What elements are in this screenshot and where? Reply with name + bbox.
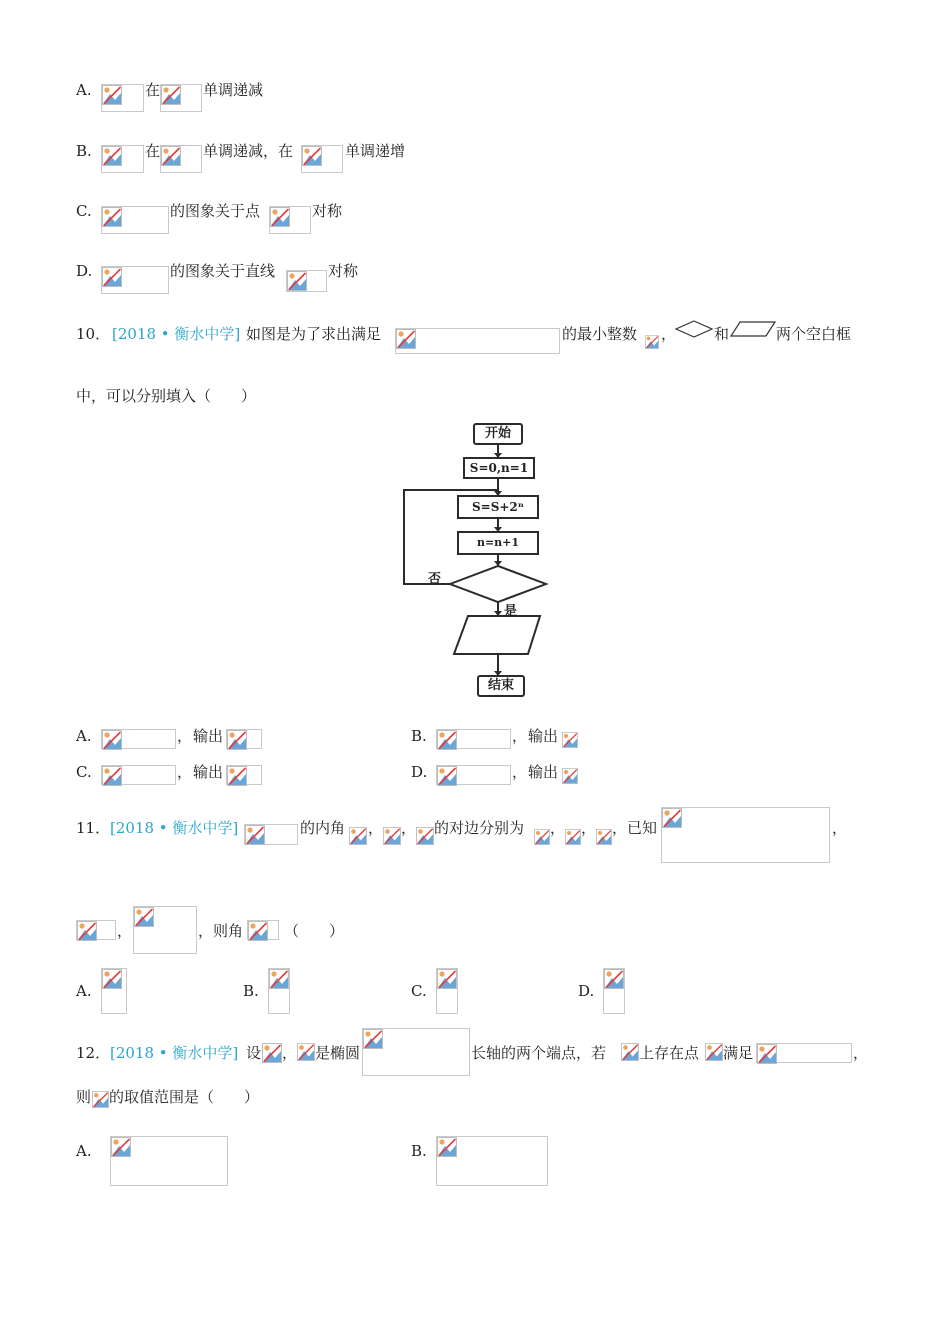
question-text: ， <box>581 819 597 837</box>
broken-image-icon <box>604 969 624 989</box>
option-text: ， <box>177 727 193 745</box>
question-number: 10． <box>76 325 111 343</box>
broken-image-icon <box>287 271 307 291</box>
broken-image-icon <box>302 146 322 166</box>
formula-image <box>383 827 401 845</box>
formula-image <box>436 1136 548 1186</box>
question-text: 长轴的两个端点，若 <box>471 1044 607 1062</box>
question-number: 11． <box>76 819 111 837</box>
question-text: 两个空白框 <box>776 325 852 343</box>
formula-image <box>621 1043 639 1063</box>
question-text: 中，可以分别填入（ ） <box>76 387 257 405</box>
formula-image <box>269 206 311 234</box>
option-c-label: C. <box>411 982 427 1000</box>
broken-image-icon <box>111 1137 131 1157</box>
formula-image <box>247 920 279 940</box>
option-text: 输出 <box>193 727 224 745</box>
formula-image <box>244 824 298 845</box>
option-text: 对称 <box>312 202 343 220</box>
option-b-label: B. <box>76 142 92 160</box>
flowchart-init: S=0,n=1 <box>469 461 529 475</box>
option-text: ， <box>512 727 528 745</box>
broken-image-icon <box>297 1043 315 1061</box>
option-b-label: B. <box>243 982 259 1000</box>
option-d-label: D. <box>578 982 595 1000</box>
broken-image-icon <box>363 1029 383 1049</box>
broken-image-icon <box>662 808 682 828</box>
formula-image <box>160 84 202 112</box>
question-text: ， <box>853 1044 869 1062</box>
formula-image <box>562 768 578 785</box>
formula-image <box>160 145 202 173</box>
broken-image-icon <box>134 907 154 927</box>
question-source: [2018 • 衡水中学] <box>112 325 241 343</box>
question-text: ， <box>282 1044 298 1062</box>
formula-image <box>268 968 290 1014</box>
option-text: 对称 <box>328 262 359 280</box>
broken-image-icon <box>102 85 122 105</box>
broken-image-icon <box>437 766 457 786</box>
option-text: 的图象关于点 <box>170 202 261 220</box>
broken-image-icon <box>534 829 550 845</box>
formula-image <box>349 827 367 845</box>
question-text: ， <box>832 819 848 837</box>
broken-image-icon <box>349 827 367 845</box>
broken-image-icon <box>102 766 122 786</box>
option-text: 单调递增 <box>345 142 406 160</box>
formula-image <box>92 1091 109 1109</box>
option-c-label: C. <box>76 202 92 220</box>
broken-image-icon <box>227 766 247 786</box>
option-text: 输出 <box>193 763 224 781</box>
broken-image-icon <box>270 207 290 227</box>
flowchart-update: S=S+2ⁿ <box>471 500 525 514</box>
option-a-label: A. <box>76 1142 92 1160</box>
question-text: 的取值范围是（ ） <box>109 1088 260 1106</box>
formula-image <box>133 906 197 954</box>
broken-image-icon <box>565 829 581 845</box>
option-text: 的图象关于直线 <box>170 262 276 280</box>
broken-image-icon <box>92 1091 109 1108</box>
option-text: 输出 <box>528 727 559 745</box>
diamond-shape-icon <box>674 320 714 338</box>
formula-image <box>286 270 327 292</box>
broken-image-icon <box>757 1044 777 1064</box>
formula-image <box>436 729 511 749</box>
broken-image-icon <box>562 732 578 748</box>
question-source: [2018 • 衡水中学] <box>110 819 239 837</box>
option-text: ， <box>177 763 193 781</box>
formula-image <box>101 968 127 1014</box>
flowchart-start: 开始 <box>484 426 511 441</box>
formula-image <box>262 1043 282 1063</box>
question-text: 如图是为了求出满足 <box>246 325 382 343</box>
option-a-label: A. <box>76 81 92 99</box>
flowchart <box>398 416 558 706</box>
broken-image-icon <box>245 825 265 845</box>
broken-image-icon <box>437 1137 457 1157</box>
option-c-label: C. <box>76 763 92 781</box>
formula-image <box>297 1043 315 1063</box>
option-a-label: A. <box>76 727 92 745</box>
formula-image <box>226 765 262 785</box>
formula-image <box>101 266 169 294</box>
formula-image <box>76 920 116 940</box>
formula-image <box>645 334 659 352</box>
broken-image-icon <box>102 267 122 287</box>
formula-image <box>101 729 176 749</box>
question-text: （ ） <box>284 922 345 940</box>
option-text: 单调递减 <box>203 81 264 99</box>
formula-image <box>436 765 511 785</box>
broken-image-icon <box>269 969 289 989</box>
formula-image <box>110 1136 228 1186</box>
question-text: ， <box>550 819 566 837</box>
question-text: ， <box>117 922 133 940</box>
formula-image <box>101 145 144 173</box>
flowchart-no-label: 否 <box>428 572 442 587</box>
flowchart-end: 结束 <box>487 678 514 693</box>
formula-image <box>301 145 343 173</box>
formula-image <box>226 729 262 749</box>
broken-image-icon <box>645 334 659 350</box>
formula-image <box>596 829 612 845</box>
question-text: 满足 <box>723 1044 754 1062</box>
broken-image-icon <box>102 146 122 166</box>
broken-image-icon <box>77 921 97 941</box>
formula-image <box>362 1028 470 1076</box>
broken-image-icon <box>102 969 122 989</box>
broken-image-icon <box>437 969 457 989</box>
broken-image-icon <box>396 329 416 349</box>
option-d-label: D. <box>411 763 428 781</box>
formula-image <box>101 84 144 112</box>
broken-image-icon <box>705 1043 723 1061</box>
flowchart-increment: n=n+1 <box>476 536 520 549</box>
option-text: 在 <box>145 142 161 160</box>
broken-image-icon <box>437 730 457 750</box>
question-text: ， <box>661 325 677 343</box>
option-text: ， <box>512 763 528 781</box>
formula-image <box>603 968 625 1014</box>
formula-image <box>436 968 458 1014</box>
question-text: ， <box>401 819 417 837</box>
broken-image-icon <box>596 829 612 845</box>
option-text: 在 <box>145 81 161 99</box>
formula-image <box>395 328 560 354</box>
broken-image-icon <box>621 1043 639 1061</box>
question-source: [2018 • 衡水中学] <box>110 1044 239 1062</box>
broken-image-icon <box>102 730 122 750</box>
formula-image <box>562 732 578 749</box>
broken-image-icon <box>161 85 181 105</box>
question-text: 是椭圆 <box>315 1044 361 1062</box>
option-text: 输出 <box>528 763 559 781</box>
question-text: 和 <box>714 325 730 343</box>
flowchart-yes-label: 是 <box>504 604 518 619</box>
option-a-label: A. <box>76 982 92 1000</box>
formula-image <box>705 1043 723 1063</box>
broken-image-icon <box>262 1043 282 1063</box>
broken-image-icon <box>248 921 268 941</box>
formula-image <box>756 1043 852 1063</box>
parallelogram-shape-icon <box>730 320 776 338</box>
question-text: ，则角 <box>198 922 244 940</box>
formula-image <box>416 827 434 845</box>
formula-image <box>534 829 550 845</box>
option-d-label: D. <box>76 262 93 280</box>
question-text: 上存在点 <box>639 1044 700 1062</box>
question-text: 设 <box>246 1044 262 1062</box>
question-number: 12． <box>76 1044 111 1062</box>
option-b-label: B. <box>411 727 427 745</box>
broken-image-icon <box>383 827 401 845</box>
option-text: 单调递减，在 <box>203 142 294 160</box>
question-text: ， <box>368 819 384 837</box>
option-b-label: B. <box>411 1142 427 1160</box>
question-text: 则 <box>76 1088 92 1106</box>
broken-image-icon <box>416 827 434 845</box>
question-text: 的最小整数 <box>562 325 638 343</box>
formula-image <box>565 829 581 845</box>
question-text: ，已知 <box>612 819 658 837</box>
broken-image-icon <box>562 768 578 784</box>
formula-image <box>101 206 169 234</box>
broken-image-icon <box>227 730 247 750</box>
formula-image <box>661 807 830 863</box>
question-text: 的对边分别为 <box>434 819 525 837</box>
formula-image <box>101 765 176 785</box>
broken-image-icon <box>102 207 122 227</box>
question-text: 的内角 <box>300 819 346 837</box>
broken-image-icon <box>161 146 181 166</box>
